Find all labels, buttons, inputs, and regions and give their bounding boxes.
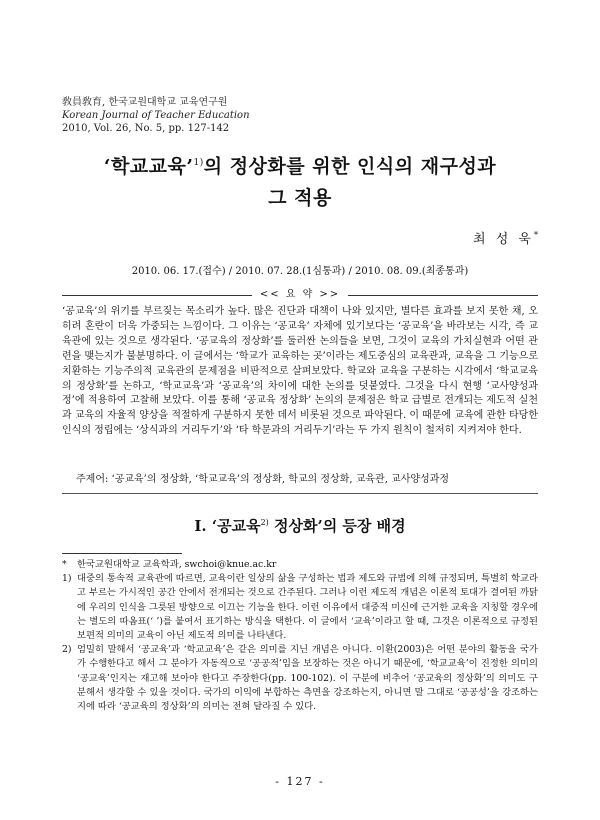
author-name: 최 성 욱 [473,232,534,247]
author [473,228,538,247]
footnote-marker: 2) [62,644,72,656]
footnotes [62,558,538,714]
footnote-item [62,572,538,643]
section-heading-b: 정상화’의 등장 배경 [268,517,406,535]
abstract-label: << 요 약 >> [259,289,341,300]
author-footnote-marker: * [534,230,538,240]
footnote-item [62,643,538,714]
page-number: - 127 - [275,775,325,788]
journal-volume-info: 2010, Vol. 26, No. 5, pp. 127-142 [62,123,230,134]
journal-name-english: Korean Journal of Teacher Education [62,110,250,121]
title-part-b: 의 정상화를 위한 인식의 재구성과 [203,155,497,178]
footnote-text: 엄밀히 말해서 ‘공교육’과 ‘학교교육’은 같은 의미를 지닌 개념은 아니다. 이환(2003)은 어떤 분야의 활동을 국가가 수행한다고 해서 그 분야가 자동적으로 ‘공공적’임을 보장하는 것은 아니기 때문에, ‘학교교육’이 진정한 의미의 ‘공교육’인지는 재고해 보아야 한다고 주장한다(pp. 100-102). 이 구분에 비추어 ‘공교육의 정상화’의 의미도 구분해서 생각할 수 있을 것이다. 국가의 이익에 부합하는 측면을 강조하는지, 아니면 말 그대로 ‘공공성’을 강조하는지에 따라 ‘공교육의 정상화’의 의미는 전혀 달라질 수 있다. [77,644,538,713]
footnote-text: 한국교원대학교 교육학과, swchoi@knue.ac.kr [77,559,277,570]
section-heading-a: I. ‘공교육 [194,517,261,535]
submission-dates: 2010. 06. 17.(접수) / 2010. 07. 28.(1심통과) / 2010. 08. 09.(최종통과) [131,266,469,277]
footnote-text: 대중의 통속적 교육관에 따르면, 교육이란 일상의 삶을 구성하는 법과 제도와 규범에 의해 규정되며, 특별히 학교라고 부르는 가시적인 공간 안에서 전개되는 것으로 간주된다. 그러나 이런 제도적 개념은 이론적 토대가 결여된 까닭에 우리의 인식을 그릇된 방향으로 이끄는 기능을 한다. 이런 이유에서 대중적 미신에 근거한 교육을 지칭할 경우에는 별도의 따옴표(‘ ’)를 붙여서 표기하는 방식을 택한다. 이 글에서 ‘교육’이라고 할 때, 그것은 이론적으로 규정된 보편적 의미의 교육이 아닌 제도적 의미를 나타낸다. [77,573,538,642]
abstract-text: ‘공교육’의 위기를 부르짖는 목소리가 높다. 많은 진단과 대책이 나와 있지만, 별다른 효과를 보지 못한 채, 오히려 혼란이 더욱 가중되는 느낌이다. 그 이유는 ‘공교육’ 자체에 있기보다는 ‘공교육’을 바라보는 시각, 즉 교육관에 있는 것으로 생각된다. ‘공교육의 정상화’를 둘러싼 논의들을 보면, 그것이 교육의 가치실현과 어떤 관련을 맺는지가 불분명하다. 이 글에서는 ‘학교가 교육하는 곳’이라는 제도중심의 교육관과, 교육을 그 기능으로 치환하는 기능주의적 교육관의 문제점을 비판적으로 살펴보았다. 학교와 교육을 구분하는 시각에서 ‘학교교육의 정상화’를 논하고, ‘학교교육’과 ‘공교육’의 차이에 대한 논의를 덧붙였다. 그것을 다시 현행 ‘교사양성과정’에 적용하여 고찰해 보았다. 이를 통해 ‘공교육 정상화’ 논의의 문제점은 학교 급별로 전개되는 제도적 실천과 교육의 자율적 양상을 적절하게 구분하지 못한 데서 비롯된 것으로 파악된다. 이 때문에 교육에 관한 타당한 인식의 정립에는 ‘상식과의 거리두기’와 ‘타 학문과의 거리두기’라는 두 가지 원칙이 철저히 지켜져야 한다. [62,306,538,437]
abstract-heading [62,288,538,302]
journal-name-korean: 敎員敎育, 한국교원대학교 교육연구원 [62,97,228,108]
keywords: 주제어: ‘공교육’의 정상화, ‘학교교육’의 정상화, 학교의 정상화, 교육관, 교사양성과정 [76,474,450,485]
section-footnote-marker: 2) [260,518,269,527]
section-heading [0,512,600,537]
footnote-rule [62,553,182,554]
paper-title-line1 [40,148,560,181]
paper-title-line2: 그 적용 [268,187,332,209]
footnote-marker: 1) [62,573,72,585]
abstract-rule-right [348,295,538,296]
footnote-marker: * [62,559,67,570]
title-footnote-marker: 1) [193,158,204,168]
footnote-item [62,558,538,572]
keywords-rule [62,493,538,494]
title-part-a: ‘학교교육’ [103,155,194,178]
journal-header [62,96,250,135]
